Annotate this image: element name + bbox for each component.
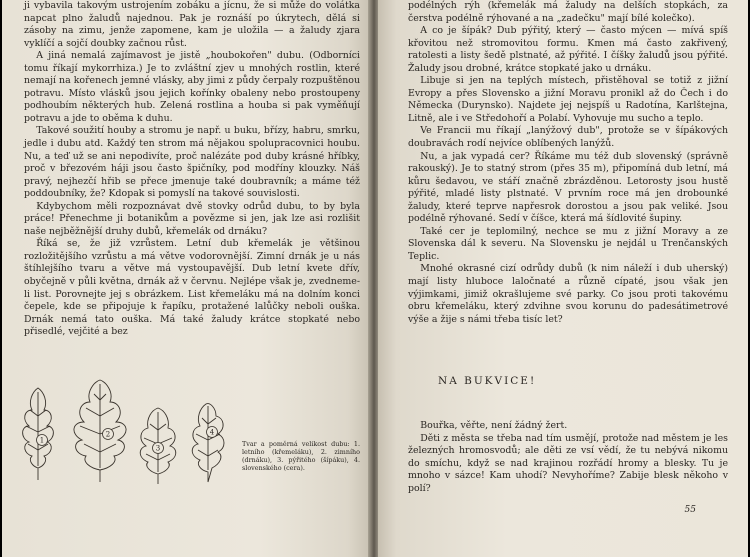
paragraph: Ve Francii mu říkají „lanýžový dub", protože se v šípákových doubravách rodí nejvíce oblíbených lanýžů. [408, 125, 728, 150]
leaf-number-1: 1 [39, 436, 45, 445]
paragraph: A jiná nemalá zajímavost je jistě „houbokořen" dubu. (Odborníci tomu říkají mykorrhiza.) Je to zvláštní zjev u mnohých rostlin, které nemají na kořenech jemné vlásky, aby jimi z půdy čerpaly rozpuštěnou potravu. Místo vlásků jsou jejich kořínky obaleny nebo prostoupeny podhoubím některých hub. Zelená rostlina a houba si pak vyměňují potravu a jde to oběma k duhu. [24, 50, 360, 124]
paragraph: Bouřka, věřte, není žádný žert. [420, 420, 568, 431]
left-page [2, 0, 370, 557]
paragraph: podélných rýh (křemelák má žaludy na delších stopkách, za čerstva podélně rýhované a na „zadečku" mají bílé kolečko). [408, 0, 728, 24]
paragraph: Nu, a jak vypadá cer? Říkáme mu též dub slovenský (správně rakouský). Je to statný strom (přes 35 m), připomíná dub letní, má kůru šedavou, ve stáří značně zbrázděnou. Letorosty jsou hustě pýřité, mladé listy plstnaté. V prvním roce má jen drobounké žaludy, které teprve napřesrok dorostou a jsou pak veliké. Jsou podélně rýhované. Sedí v číšce, která má šídlovité šupiny. [408, 150, 728, 225]
paragraph: Děti z města se třeba nad tím usmějí, protože nad městem je les železných hromosvodů; ale děti ze vsí vědí, že tu nebývá nikomu do smíchu, když se nad krajinou rozřádí hromy a blesky. Tu je mnoho v sázce! Kam uhodí? Nevyhoříme? Zabije blesk někoho v polí? [408, 432, 728, 494]
page-number: 55 [684, 505, 696, 515]
right-page-text [408, 0, 728, 326]
section-heading: NA BUKVICE! [438, 375, 537, 387]
paragraph: Také cer je teplomilný, nechce se mu z jižní Moravy a ze Slovenska dál k severu. Na Slovensku je nejdál u Trenčanských Teplic. [408, 225, 728, 262]
paragraph: Mnohé okrasné cizí odrůdy dubů (k nim náleží i dub uherský) mají listy hluboce laločnaté a různě cípaté, jsou však jen výjimkami, jimiž okrašlujeme své parky. Co jsou proti takovému obru křemeláku, který zdvihne svou korunu do padesátimetrové výše a žije s námi třeba tisíc let? [408, 263, 728, 325]
paragraph: Takové soužití houby a stromu je např. u buku, břízy, habru, smrku, jedle i dubu atd. Každý ten strom má nějakou spolupracovnici houbu. Nu, a teď už se ani nepodivíte, proč nalézáte pod duby krásné hříbky, proč v březovém háji jsou často špičníky, pod modříny klouzky. Náš pravý, nejhezčí hřib se přece jmenuje také doubravník; a máme též poddoubníky, že? Kdopak si pomyslí na takové souvislosti. [24, 125, 360, 200]
paragraph: Libuje si jen na teplých místech, přistěhoval se totiž z jižní Evropy a přes Slovensko a jižní Moravu pronikl až do Čech i do Německa (Durynsko). Najdete jej nejspíš u Radotína, Karlštejna, Litně, ale i ve Středohoří a Polabí. Vyhovuje mu sucho a teplo. [408, 75, 728, 124]
leaf-summer-oak [23, 388, 54, 480]
leaf-number-4: 4 [209, 428, 215, 437]
section-text [408, 420, 728, 495]
paragraph: A co je šípák? Dub pýřitý, který — často mýcen — mívá spíš křovitou než stromovitou formu. Kmen má často zakřivený, ratolesti a listy šedě plstnaté, až pýřité. I číšky žaludů jsou pýřité. Žaludy jsou drobné, krátce stopkaté jako u drnáku. [408, 25, 728, 74]
leaf-number-3: 3 [155, 444, 161, 453]
paragraph: Kdybychom měli rozpoznávat dvě stovky odrůd dubu, to by byla práce! Přenechme ji botanikům a povězme si jen, jak lze asi rozlišit naše nejběžnější druhy dubů, křemelák od drnáku? [24, 200, 360, 237]
paragraph: ji vybavila takovým ustrojením zobáku a jícnu, že si může do volátka napcat plno žaludů najednou. Pak je roznáší po úkrytech, dělá si zásoby na zimu, jenže zapomene, kam je uložila — a žaludy zjara vyklíčí a sojčí doubky začnou růst. [24, 0, 360, 49]
leaf-winter-oak [74, 380, 126, 482]
right-page [378, 0, 748, 557]
oak-leaves-illustration [8, 378, 248, 488]
leaf-turkey-oak [192, 404, 224, 482]
paragraph: Říká se, že již vzrůstem. Letní dub křemelák je většinou rozložitějšího vzrůstu a má větve vodorovnější. Zimní drnák je u nás štíhlejšího tvaru a větve má vystoupavější. Dub letní kvete dřív, obyčejně v půli května, drnák až v červnu. Nejlépe však je, zvedneme-li list. Porovnejte jej s obrázkem. List křemeláku má na dolním konci čepele, kde se připojuje k řapíku, protažené lalůčky neboli ouška. Drnák nemá tato ouška. Má také žaludy krátce stopkaté nebo přisedlé, vejčité a bez [24, 238, 360, 338]
leaf-number-2: 2 [105, 430, 111, 439]
left-page-text [24, 0, 360, 339]
illustration-caption: Tvar a poměrná velikost dubu: 1. letního (křemeláku), 2. zimního (drnáku), 3. pýřitého (šípáku), 4. slovenského (cera). [242, 440, 360, 472]
